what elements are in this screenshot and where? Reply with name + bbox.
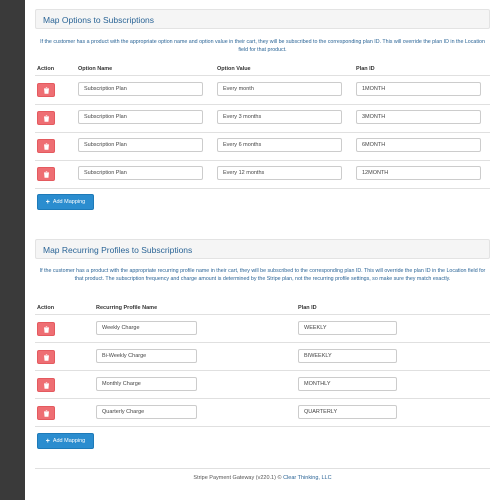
option-value-input[interactable]	[217, 166, 342, 180]
trash-icon	[43, 115, 50, 122]
add-mapping-label: Add Mapping	[52, 438, 86, 444]
add-mapping-label: Add Mapping	[52, 199, 86, 205]
divider	[35, 75, 490, 76]
plan-id-input[interactable]	[298, 349, 397, 363]
delete-button[interactable]	[37, 139, 55, 153]
add-mapping-button[interactable]	[37, 194, 94, 210]
footer-text: Stripe Payment Gateway (v220.1) ©	[193, 475, 284, 481]
footer-company-link[interactable]: Clear Thinking, LLC	[283, 475, 332, 481]
divider	[35, 398, 490, 399]
divider	[35, 342, 490, 343]
section-options-description: If the customer has a product with the appropriate option name and option value in their cart, they will be subscribed to the corresponding plan ID. This will override the plan ID in the Location field for that product.	[40, 39, 485, 54]
divider	[35, 104, 490, 105]
option-value-input[interactable]	[217, 110, 342, 124]
header-action: Action	[37, 305, 55, 311]
profile-name-input[interactable]	[96, 349, 197, 363]
trash-icon	[43, 143, 50, 150]
header-plan-id: Plan ID	[298, 305, 317, 311]
trash-icon	[43, 382, 50, 389]
plan-id-input[interactable]	[356, 110, 481, 124]
divider	[35, 426, 490, 427]
delete-button[interactable]	[37, 406, 55, 420]
section-profiles-header	[35, 239, 490, 259]
delete-button[interactable]	[37, 378, 55, 392]
footer-divider	[35, 468, 490, 469]
divider	[35, 160, 490, 161]
plan-id-input[interactable]	[356, 166, 481, 180]
header-action: Action	[37, 66, 55, 72]
delete-button[interactable]	[37, 83, 55, 97]
delete-button[interactable]	[37, 322, 55, 336]
trash-icon	[43, 171, 50, 178]
divider	[35, 314, 490, 315]
section-options-header	[35, 9, 490, 29]
trash-icon	[43, 87, 50, 94]
section-options-title: Map Options to Subscriptions	[43, 15, 155, 25]
plus-icon: +	[45, 198, 50, 206]
header-option-value: Option Value	[217, 66, 251, 72]
option-name-input[interactable]	[78, 166, 203, 180]
option-value-input[interactable]	[217, 138, 342, 152]
plan-id-input[interactable]	[298, 321, 397, 335]
footer	[25, 475, 500, 481]
option-name-input[interactable]	[78, 138, 203, 152]
option-name-input[interactable]	[78, 82, 203, 96]
delete-button[interactable]	[37, 167, 55, 181]
plan-id-input[interactable]	[356, 82, 481, 96]
delete-button[interactable]	[37, 350, 55, 364]
trash-icon	[43, 410, 50, 417]
plan-id-input[interactable]	[298, 377, 397, 391]
option-name-input[interactable]	[78, 110, 203, 124]
plan-id-input[interactable]	[356, 138, 481, 152]
header-option-name: Option Name	[78, 66, 113, 72]
main-content	[25, 0, 500, 500]
trash-icon	[43, 354, 50, 361]
plan-id-input[interactable]	[298, 405, 397, 419]
option-value-input[interactable]	[217, 82, 342, 96]
left-sidebar	[0, 0, 25, 500]
trash-icon	[43, 326, 50, 333]
section-profiles-title: Map Recurring Profiles to Subscriptions	[43, 245, 193, 255]
header-plan-id: Plan ID	[356, 66, 375, 72]
plus-icon: +	[45, 437, 50, 445]
divider	[35, 132, 490, 133]
divider	[35, 188, 490, 189]
profile-name-input[interactable]	[96, 405, 197, 419]
profile-name-input[interactable]	[96, 377, 197, 391]
divider	[35, 370, 490, 371]
profile-name-input[interactable]	[96, 321, 197, 335]
add-mapping-button[interactable]	[37, 433, 94, 449]
delete-button[interactable]	[37, 111, 55, 125]
section-profiles-description: If the customer has a product with the appropriate recurring profile name in their cart, they will be subscribed to the corresponding plan ID. This will override the plan ID in the Location field for that product. The subscription frequency and charge amount is determined by the Stripe plan, not the recurring profile settings, so make sure they match exactly.	[39, 268, 486, 283]
header-profile-name: Recurring Profile Name	[96, 305, 158, 311]
